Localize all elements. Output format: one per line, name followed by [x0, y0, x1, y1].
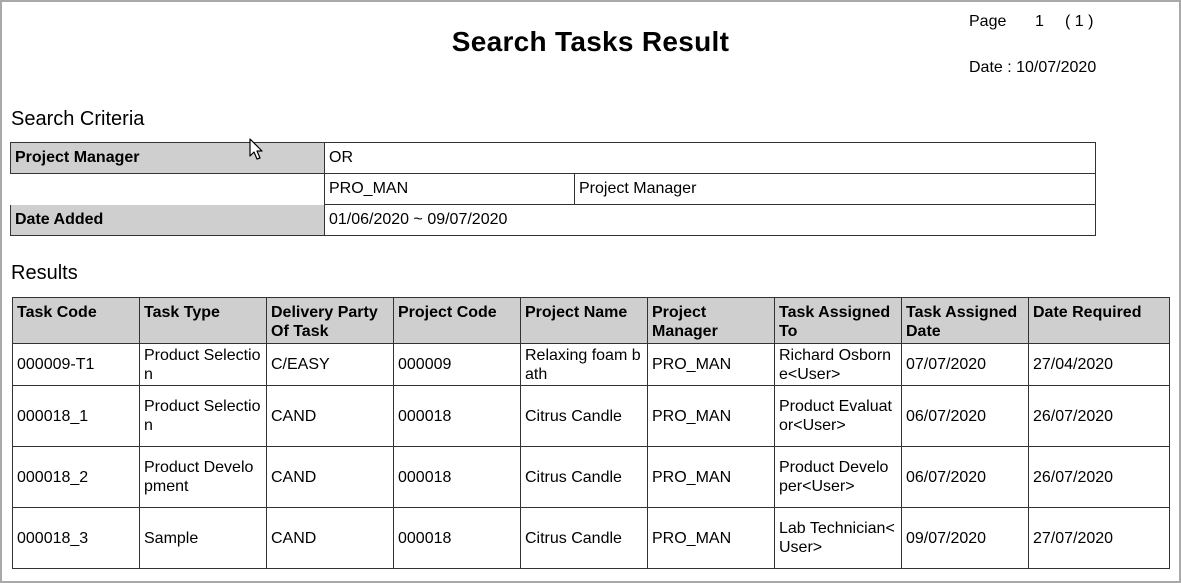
- table-cell: Citrus Candle: [521, 508, 648, 569]
- column-header: Task Assigned To: [775, 298, 902, 344]
- project-manager-operator: OR: [325, 143, 1096, 174]
- table-cell: 000018: [394, 508, 521, 569]
- table-cell: 06/07/2020: [902, 447, 1029, 508]
- table-row: [13, 386, 1170, 447]
- table-cell: Product Selection: [140, 386, 267, 447]
- table-cell: Sample: [140, 508, 267, 569]
- table-cell: Product Selection: [140, 344, 267, 386]
- column-header: Delivery Party Of Task: [267, 298, 394, 344]
- search-criteria-heading: Search Criteria: [11, 108, 145, 130]
- table-cell: PRO_MAN: [648, 386, 775, 447]
- column-header: Project Name: [521, 298, 648, 344]
- column-header: Project Manager: [648, 298, 775, 344]
- table-cell: 000018_3: [13, 508, 140, 569]
- table-cell: Product Developer<User>: [775, 447, 902, 508]
- table-cell: 000009-T1: [13, 344, 140, 386]
- column-header: Task Code: [13, 298, 140, 344]
- table-cell: 000018: [394, 386, 521, 447]
- column-header: Task Type: [140, 298, 267, 344]
- table-cell: Relaxing foam bath: [521, 344, 648, 386]
- mouse-pointer-icon: [249, 138, 265, 167]
- page-total: ( 1 ): [1065, 13, 1094, 30]
- report-title: Search Tasks Result: [451, 26, 730, 57]
- column-header: Task Assigned Date: [902, 298, 1029, 344]
- table-cell: 000018: [394, 447, 521, 508]
- column-header: Project Code: [394, 298, 521, 344]
- results-heading: Results: [11, 262, 78, 284]
- page-indicator: [969, 13, 1093, 31]
- report-date: Date : 10/07/2020: [969, 59, 1097, 76]
- project-manager-code: PRO_MAN: [325, 174, 575, 205]
- table-cell: Citrus Candle: [521, 386, 648, 447]
- table-cell: 26/07/2020: [1029, 386, 1170, 447]
- page-label: Page: [969, 13, 1007, 30]
- table-cell: PRO_MAN: [648, 447, 775, 508]
- results-table: [12, 297, 1170, 569]
- table-cell: Citrus Candle: [521, 447, 648, 508]
- table-cell: C/EASY: [267, 344, 394, 386]
- table-cell: CAND: [267, 508, 394, 569]
- table-cell: Product Development: [140, 447, 267, 508]
- project-manager-label: Project Manager: [11, 143, 325, 174]
- date-added-label: Date Added: [11, 205, 325, 236]
- table-cell: PRO_MAN: [648, 508, 775, 569]
- table-row: [13, 447, 1170, 508]
- criteria-blank-cell: [11, 174, 325, 205]
- table-cell: 26/07/2020: [1029, 447, 1170, 508]
- table-cell: 07/07/2020: [902, 344, 1029, 386]
- table-row: [13, 344, 1170, 386]
- table-row: [13, 508, 1170, 569]
- table-cell: 000009: [394, 344, 521, 386]
- table-cell: 000018_1: [13, 386, 140, 447]
- table-cell: Lab Technician<User>: [775, 508, 902, 569]
- criteria-row-project-manager-value: [11, 174, 1096, 205]
- date-added-value: 01/06/2020 ~ 09/07/2020: [325, 205, 1096, 236]
- criteria-row-date-added: [11, 205, 1096, 236]
- table-cell: 09/07/2020: [902, 508, 1029, 569]
- table-cell: PRO_MAN: [648, 344, 775, 386]
- table-cell: 000018_2: [13, 447, 140, 508]
- table-cell: Product Evaluator<User>: [775, 386, 902, 447]
- project-manager-name: Project Manager: [575, 174, 1096, 205]
- table-cell: 27/07/2020: [1029, 508, 1170, 569]
- results-header-row: [13, 298, 1170, 344]
- criteria-row-project-manager: [11, 143, 1096, 174]
- table-cell: CAND: [267, 447, 394, 508]
- table-cell: CAND: [267, 386, 394, 447]
- table-cell: 06/07/2020: [902, 386, 1029, 447]
- page-number: 1: [1035, 13, 1044, 30]
- column-header: Date Required: [1029, 298, 1170, 344]
- search-criteria-table: [10, 142, 1096, 236]
- table-cell: 27/04/2020: [1029, 344, 1170, 386]
- table-cell: Richard Osborne<User>: [775, 344, 902, 386]
